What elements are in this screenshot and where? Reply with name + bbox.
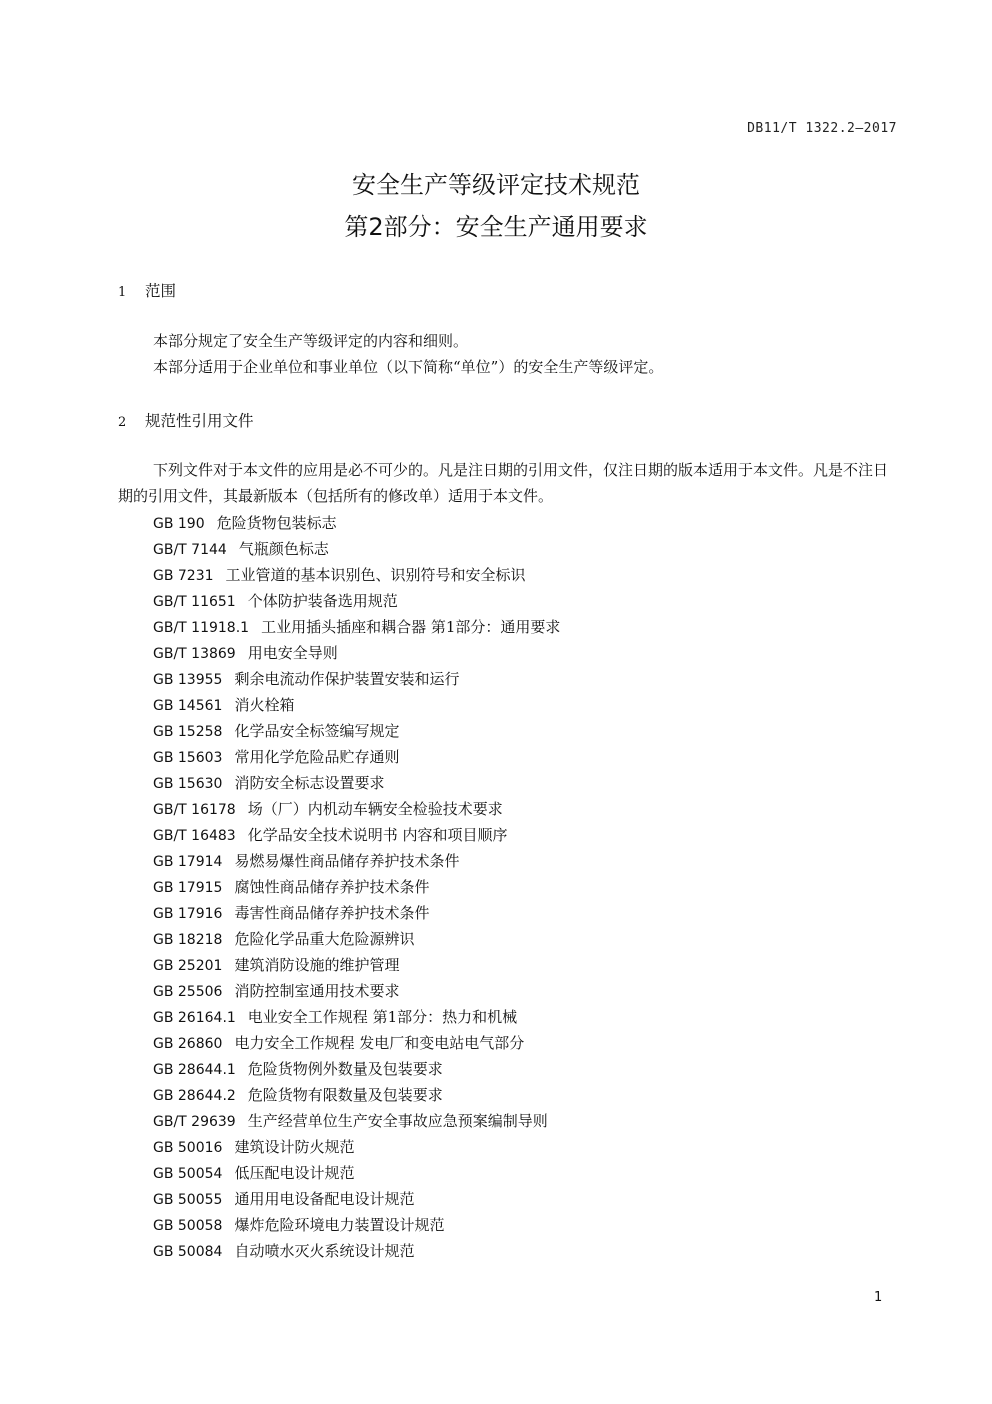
- reference-code: GB 13955: [153, 672, 223, 688]
- section-title: 范围: [145, 282, 177, 300]
- reference-item: [153, 562, 560, 588]
- reference-code: GB 26164.1: [153, 1010, 236, 1026]
- reference-code: GB 50016: [153, 1140, 223, 1156]
- paragraph: 本部分规定了安全生产等级评定的内容和细则。: [153, 332, 469, 350]
- reference-title: 个体防护装备选用规范: [247, 592, 398, 610]
- reference-code: GB/T 16178: [153, 802, 236, 818]
- reference-item: [153, 822, 560, 848]
- page-number: 1: [874, 1290, 883, 1305]
- reference-item: [153, 1004, 560, 1030]
- reference-item: [153, 510, 560, 536]
- reference-item: [153, 1160, 560, 1186]
- reference-code: GB/T 29639: [153, 1114, 236, 1130]
- reference-code: GB 17914: [153, 854, 223, 870]
- section-1-heading: [118, 279, 176, 301]
- intro-paragraph: 下列文件对于本文件的应用是必不可少的。凡是注日期的引用文件，仅注日期的版本适用于本文件。凡是不注日期的引用文件，其最新版本（包括所有的修改单）适用于本文件。: [118, 461, 889, 505]
- reference-item: [153, 978, 560, 1004]
- reference-item: [153, 926, 560, 952]
- reference-code: GB 7231: [153, 568, 214, 584]
- reference-title: 爆炸危险环境电力装置设计规范: [234, 1216, 445, 1234]
- reference-title: 消火栓箱: [234, 696, 295, 714]
- section-number: 2: [118, 415, 127, 430]
- reference-title: 自动喷水灭火系统设计规范: [234, 1242, 415, 1260]
- reference-title: 危险货物包装标志: [216, 514, 337, 532]
- reference-item: [153, 1030, 560, 1056]
- reference-title: 腐蚀性商品储存养护技术条件: [234, 878, 430, 896]
- reference-title: 低压配电设计规范: [234, 1164, 355, 1182]
- section-2-heading: [118, 409, 254, 431]
- reference-title: 常用化学危险品贮存通则: [234, 748, 400, 766]
- reference-code: GB 26860: [153, 1036, 223, 1052]
- reference-title: 通用用电设备配电设计规范: [234, 1190, 415, 1208]
- reference-title: 毒害性商品储存养护技术条件: [234, 904, 430, 922]
- reference-item: [153, 874, 560, 900]
- reference-title: 剩余电流动作保护装置安装和运行: [234, 670, 460, 688]
- reference-code: GB 28644.1: [153, 1062, 236, 1078]
- section-title: 规范性引用文件: [145, 412, 254, 430]
- reference-title: 危险化学品重大危险源辨识: [234, 930, 415, 948]
- document-code: DB11/T 1322.2—2017: [747, 121, 897, 136]
- reference-title: 消防安全标志设置要求: [234, 774, 385, 792]
- reference-title: 化学品安全标签编写规定: [234, 722, 400, 740]
- reference-item: [153, 1186, 560, 1212]
- reference-item: [153, 640, 560, 666]
- reference-code: GB 25506: [153, 984, 223, 1000]
- reference-item: [153, 900, 560, 926]
- reference-item: [153, 1134, 560, 1160]
- reference-code: GB 28644.2: [153, 1088, 236, 1104]
- reference-code: GB 15630: [153, 776, 223, 792]
- reference-code: GB 25201: [153, 958, 223, 974]
- reference-title: 生产经营单位生产安全事故应急预案编制导则: [247, 1112, 548, 1130]
- reference-title: 场（厂）内机动车辆安全检验技术要求: [247, 800, 503, 818]
- reference-code: GB/T 7144: [153, 542, 227, 558]
- reference-item: [153, 666, 560, 692]
- reference-item: [153, 614, 560, 640]
- paragraph: 本部分适用于企业单位和事业单位（以下简称“单位”）的安全生产等级评定。: [153, 358, 664, 376]
- reference-item: [153, 1056, 560, 1082]
- reference-title: 气瓶颜色标志: [238, 540, 329, 558]
- reference-code: GB 15258: [153, 724, 223, 740]
- reference-title: 易燃易爆性商品储存养护技术条件: [234, 852, 460, 870]
- reference-code: GB 50054: [153, 1166, 223, 1182]
- reference-title: 用电安全导则: [247, 644, 338, 662]
- document-subtitle: 第2部分：安全生产通用要求: [344, 213, 648, 241]
- reference-code: GB 15603: [153, 750, 223, 766]
- reference-code: GB 18218: [153, 932, 223, 948]
- reference-item: [153, 1082, 560, 1108]
- reference-title: 消防控制室通用技术要求: [234, 982, 400, 1000]
- reference-item: [153, 952, 560, 978]
- reference-item: [153, 692, 560, 718]
- reference-item: [153, 1238, 560, 1264]
- document-title: 安全生产等级评定技术规范: [352, 171, 640, 199]
- reference-code: GB/T 11651: [153, 594, 236, 610]
- reference-code: GB 14561: [153, 698, 223, 714]
- reference-item: [153, 848, 560, 874]
- reference-code: GB/T 16483: [153, 828, 236, 844]
- reference-code: GB/T 11918.1: [153, 620, 250, 636]
- reference-code: GB/T 13869: [153, 646, 236, 662]
- reference-list: [153, 510, 560, 1264]
- reference-code: GB 50058: [153, 1218, 223, 1234]
- reference-item: [153, 588, 560, 614]
- reference-title: 工业管道的基本识别色、识别符号和安全标识: [225, 566, 526, 584]
- reference-code: GB 17915: [153, 880, 223, 896]
- reference-item: [153, 744, 560, 770]
- reference-title: 化学品安全技术说明书 内容和项目顺序: [247, 826, 508, 844]
- reference-title: 危险货物有限数量及包装要求: [247, 1086, 443, 1104]
- reference-item: [153, 796, 560, 822]
- reference-title: 建筑设计防火规范: [234, 1138, 355, 1156]
- reference-code: GB 50084: [153, 1244, 223, 1260]
- reference-title: 危险货物例外数量及包装要求: [247, 1060, 443, 1078]
- reference-title: 电力安全工作规程 发电厂和变电站电气部分: [234, 1034, 525, 1052]
- reference-item: [153, 718, 560, 744]
- reference-item: [153, 770, 560, 796]
- reference-code: GB 190: [153, 516, 205, 532]
- reference-title: 电业安全工作规程 第1部分：热力和机械: [247, 1008, 518, 1026]
- reference-title: 建筑消防设施的维护管理: [234, 956, 400, 974]
- reference-item: [153, 1212, 560, 1238]
- reference-item: [153, 536, 560, 562]
- reference-code: GB 50055: [153, 1192, 223, 1208]
- reference-code: GB 17916: [153, 906, 223, 922]
- section-number: 1: [118, 285, 127, 300]
- reference-item: [153, 1108, 560, 1134]
- reference-title: 工业用插头插座和耦合器 第1部分：通用要求: [261, 618, 561, 636]
